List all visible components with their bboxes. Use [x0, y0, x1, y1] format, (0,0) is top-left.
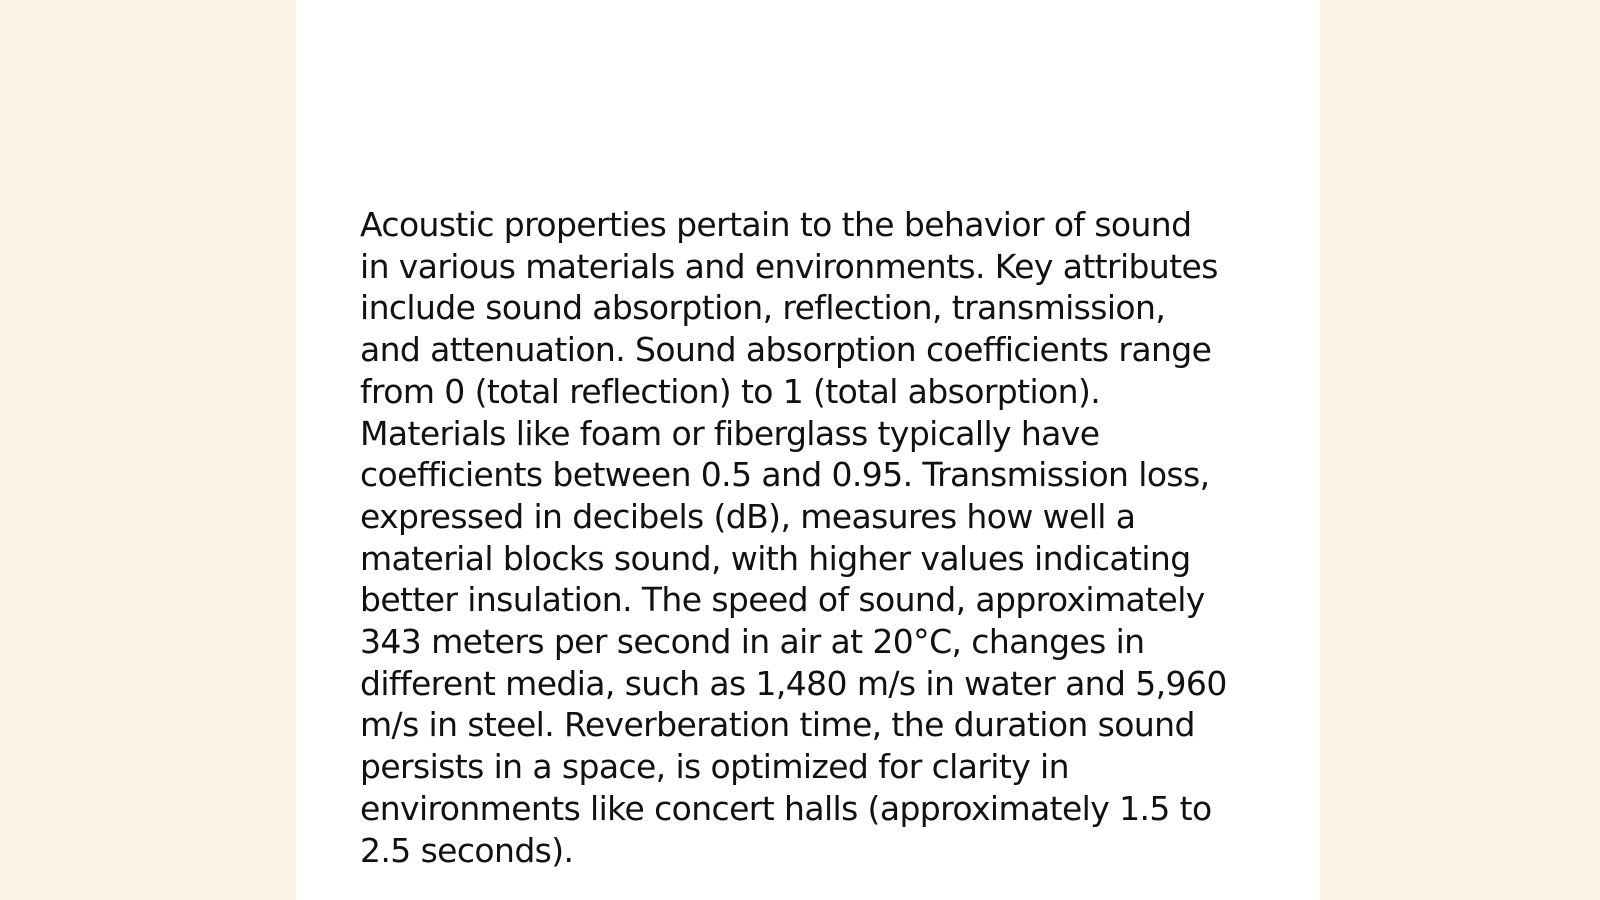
paragraph-line: Acoustic properties pertain to the behavior of sound: [360, 205, 1192, 244]
paragraph-line: environments like concert halls (approximately 1.5 to: [360, 788, 1212, 828]
paragraph-line: expressed in decibels (dB), measures how well a: [360, 496, 1136, 536]
paragraph-line: 2.5 seconds).: [360, 830, 574, 870]
paragraph-line: better insulation. The speed of sound, approximately: [360, 580, 1205, 620]
paragraph-line: material blocks sound, with higher values indicating: [360, 538, 1191, 578]
paragraph-line: include sound absorption, reflection, transmission,: [360, 288, 1166, 328]
document-page: [296, 0, 1320, 900]
paragraph-line: in various materials and environments. Key attributes: [360, 246, 1218, 286]
paragraph-line: Materials like foam or fiberglass typically have: [360, 413, 1100, 453]
paragraph-line: m/s in steel. Reverberation time, the duration sound: [360, 705, 1195, 745]
paragraph-line: different media, such as 1,480 m/s in water and 5,960: [360, 663, 1227, 703]
paragraph-line: from 0 (total reflection) to 1 (total absorption).: [360, 371, 1101, 411]
paragraph-line: persists in a space, is optimized for clarity in: [360, 747, 1069, 787]
paragraph-line: 343 meters per second in air at 20°C, changes in: [360, 622, 1145, 662]
paragraph-line: coefficients between 0.5 and 0.95. Transmission loss,: [360, 455, 1210, 495]
paragraph-line: and attenuation. Sound absorption coefficients range: [360, 330, 1212, 370]
body-paragraph: [360, 204, 1240, 871]
